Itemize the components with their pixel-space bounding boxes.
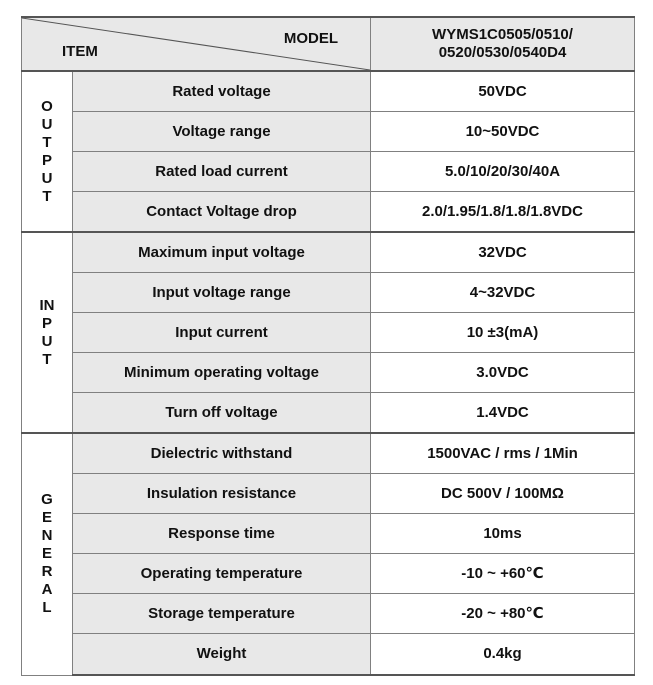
table-row — [22, 112, 635, 152]
table-row — [22, 71, 635, 112]
model-header-label: MODEL — [283, 30, 338, 47]
value-cell: 32VDC — [371, 232, 635, 273]
value-cell: 3.0VDC — [371, 353, 635, 393]
item-header-label: ITEM — [62, 43, 98, 60]
item-cell: Maximum input voltage — [73, 232, 371, 273]
value-cell: 10ms — [371, 514, 635, 554]
item-cell: Weight — [73, 634, 371, 676]
item-cell: Input current — [73, 313, 371, 353]
item-cell: Rated load current — [73, 152, 371, 192]
value-cell: 2.0/1.95/1.8/1.8/1.8VDC — [371, 192, 635, 233]
item-cell: Insulation resistance — [73, 474, 371, 514]
model-value-cell — [371, 17, 635, 71]
item-cell: Voltage range — [73, 112, 371, 152]
section-label-output: OUTPUT — [22, 71, 73, 232]
value-cell: 4~32VDC — [371, 273, 635, 313]
value-cell: 50VDC — [371, 71, 635, 112]
spec-table — [21, 16, 635, 676]
item-cell: Operating temperature — [73, 554, 371, 594]
value-cell: 5.0/10/20/30/40A — [371, 152, 635, 192]
table-row — [22, 232, 635, 273]
model-value-line2: 0520/0530/0540D4 — [438, 44, 567, 61]
table-row — [22, 393, 635, 434]
value-cell: -10 ~ +60℃ — [371, 554, 635, 594]
value-cell: -20 ~ +80℃ — [371, 594, 635, 634]
item-cell: Response time — [73, 514, 371, 554]
table-row — [22, 594, 635, 634]
value-cell: 10~50VDC — [371, 112, 635, 152]
table-row — [22, 554, 635, 594]
item-cell: Input voltage range — [73, 273, 371, 313]
table-row — [22, 152, 635, 192]
section-label-input: INPUT — [22, 232, 73, 433]
table-row — [22, 192, 635, 233]
value-cell: 1.4VDC — [371, 393, 635, 434]
value-cell: 0.4kg — [371, 634, 635, 676]
value-cell: 10 ±3(mA) — [371, 313, 635, 353]
table-row — [22, 313, 635, 353]
table-row — [22, 273, 635, 313]
section-label-general: GENERAL — [22, 433, 73, 675]
header-corner-cell — [22, 17, 371, 71]
item-cell: Dielectric withstand — [73, 433, 371, 474]
table-row — [22, 634, 635, 676]
table-row — [22, 353, 635, 393]
table-row — [22, 514, 635, 554]
model-value-line1: WYMS1C0505/0510/ — [432, 26, 573, 43]
item-cell: Rated voltage — [73, 71, 371, 112]
header-row — [22, 17, 635, 71]
item-cell: Storage temperature — [73, 594, 371, 634]
table-row — [22, 433, 635, 474]
item-cell: Turn off voltage — [73, 393, 371, 434]
item-cell: Minimum operating voltage — [73, 353, 371, 393]
value-cell: DC 500V / 100MΩ — [371, 474, 635, 514]
value-cell: 1500VAC / rms / 1Min — [371, 433, 635, 474]
table-row — [22, 474, 635, 514]
item-cell: Contact Voltage drop — [73, 192, 371, 233]
